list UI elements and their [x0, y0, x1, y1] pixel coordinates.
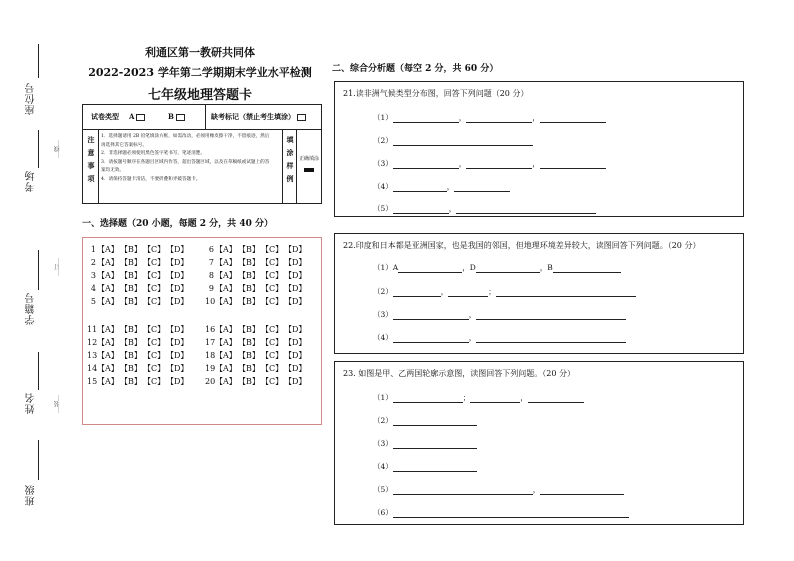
type-a-option[interactable]: A	[129, 112, 145, 121]
choice-11-option-1[interactable]: 【A】	[97, 325, 119, 334]
section2-title: 二、综合分析题（每空 2 分，共 60 分）	[332, 64, 499, 74]
question-21-title: 21.读非洲气候类型分布图，回答下列问题（20 分）	[343, 89, 529, 98]
seat-number-label: 座位号	[26, 82, 37, 115]
q23-answer-1[interactable]: （1） ； ，	[373, 392, 584, 403]
choice-17-option-4[interactable]: 【D】	[284, 338, 307, 347]
choice-11-option-4[interactable]: 【D】	[166, 325, 189, 334]
choice-14-option-1[interactable]: 【A】	[97, 364, 119, 373]
choice-12-option-3[interactable]: 【C】	[143, 338, 166, 347]
type-b-option[interactable]: B	[168, 112, 185, 121]
choice-16-option-1[interactable]: 【A】	[215, 325, 237, 334]
q23-answer-4[interactable]: （4）	[373, 461, 477, 472]
filled-mark-icon	[304, 168, 314, 172]
seal-mark: …线…	[54, 140, 61, 158]
choice-20-option-1[interactable]: 【A】	[215, 377, 237, 386]
choice-19-option-3[interactable]: 【C】	[261, 364, 284, 373]
choice-5-option-2[interactable]: 【B】	[120, 297, 142, 306]
choice-2-option-2[interactable]: 【B】	[120, 258, 142, 267]
choice-19-option-4[interactable]: 【D】	[284, 364, 307, 373]
choice-3-option-2[interactable]: 【B】	[120, 271, 142, 280]
choice-3-option-4[interactable]: 【D】	[166, 271, 189, 280]
choice-15-option-2[interactable]: 【B】	[120, 377, 142, 386]
choice-7-option-1[interactable]: 【A】	[215, 258, 237, 267]
question-number: 4	[90, 284, 96, 293]
question-number: 11	[87, 325, 98, 334]
choice-7-option-2[interactable]: 【B】	[238, 258, 260, 267]
choice-4-option-4[interactable]: 【D】	[166, 284, 189, 293]
choice-12-option-1[interactable]: 【A】	[97, 338, 119, 347]
choice-13-option-3[interactable]: 【C】	[143, 351, 166, 360]
choice-row-6	[205, 244, 307, 255]
choice-9-option-4[interactable]: 【D】	[284, 284, 307, 293]
q21-answer-2[interactable]: （2）	[373, 135, 533, 146]
choice-17-option-1[interactable]: 【A】	[215, 338, 237, 347]
choice-17-option-3[interactable]: 【C】	[261, 338, 284, 347]
fill-example-title: 填涂样例	[286, 135, 294, 183]
choice-6-option-3[interactable]: 【C】	[261, 245, 284, 254]
question-number: 7	[208, 258, 214, 267]
fold-mark: …装…	[54, 395, 61, 413]
choice-9-option-1[interactable]: 【A】	[215, 284, 237, 293]
choice-13-option-2[interactable]: 【B】	[120, 351, 142, 360]
q23-answer-6[interactable]: （6）	[373, 507, 629, 518]
question-number: 16	[205, 325, 216, 334]
exam-title: 2022-2023 学年第二学期期末学业水平检测	[88, 66, 312, 79]
choice-row-11	[87, 324, 189, 335]
question-22-title: 22.印度和日本都是亚洲国家，也是我国的邻国，但地理环境差异较大，读图回答下列问题。（20 分）	[343, 241, 701, 250]
choice-20-option-2[interactable]: 【B】	[238, 377, 260, 386]
choice-6-option-2[interactable]: 【B】	[238, 245, 260, 254]
choice-3-option-3[interactable]: 【C】	[143, 271, 166, 280]
choice-19-option-2[interactable]: 【B】	[238, 364, 260, 373]
choice-18-option-3[interactable]: 【C】	[261, 351, 284, 360]
choice-row-14	[87, 363, 189, 374]
choice-5-option-3[interactable]: 【C】	[143, 297, 166, 306]
question-23-box	[334, 361, 744, 525]
choice-5-option-4[interactable]: 【D】	[166, 297, 189, 306]
student-id-label: 学籍号	[26, 292, 37, 325]
choice-1-option-4[interactable]: 【D】	[166, 245, 189, 254]
choice-8-option-3[interactable]: 【C】	[261, 271, 284, 280]
choice-17-option-2[interactable]: 【B】	[238, 338, 260, 347]
info-box	[82, 104, 322, 204]
choice-15-option-3[interactable]: 【C】	[143, 377, 166, 386]
class-label: 班级	[26, 484, 37, 506]
choice-row-20	[205, 376, 307, 387]
choice-11-option-3[interactable]: 【C】	[143, 325, 166, 334]
question-number: 9	[208, 284, 214, 293]
choice-14-option-3[interactable]: 【C】	[143, 364, 166, 373]
choice-4-option-1[interactable]: 【A】	[97, 284, 119, 293]
question-number: 13	[87, 351, 98, 360]
choice-14-option-4[interactable]: 【D】	[166, 364, 189, 373]
choice-5-option-1[interactable]: 【A】	[97, 297, 119, 306]
choice-12-option-4[interactable]: 【D】	[166, 338, 189, 347]
choice-4-option-3[interactable]: 【C】	[143, 284, 166, 293]
choice-10-option-1[interactable]: 【A】	[215, 297, 237, 306]
choice-18-option-2[interactable]: 【B】	[238, 351, 260, 360]
q23-answer-5[interactable]: （5） ，	[373, 484, 624, 495]
choice-row-15	[87, 376, 189, 387]
choice-row-16	[205, 324, 307, 335]
name-line	[38, 352, 39, 390]
q21-answer-1[interactable]: （1） ， ，	[373, 112, 606, 123]
seat-number-line	[38, 44, 39, 78]
choice-row-18	[205, 350, 307, 361]
question-number: 12	[87, 338, 98, 347]
paper-type-row	[83, 105, 321, 130]
choice-row-1	[87, 244, 189, 255]
choice-13-option-4[interactable]: 【D】	[166, 351, 189, 360]
absent-mark[interactable]: 缺考标记（禁止考生填涂）	[211, 112, 306, 122]
choice-16-option-4[interactable]: 【D】	[284, 325, 307, 334]
choice-1-option-3[interactable]: 【C】	[143, 245, 166, 254]
choice-11-option-2[interactable]: 【B】	[120, 325, 142, 334]
choice-15-option-1[interactable]: 【A】	[97, 377, 119, 386]
class-line	[38, 440, 39, 480]
question-number: 3	[90, 271, 96, 280]
exam-room-line	[38, 130, 39, 168]
question-number: 14	[87, 364, 98, 373]
q23-answer-2[interactable]: （2）	[373, 415, 477, 426]
choice-16-option-3[interactable]: 【C】	[261, 325, 284, 334]
notes-list: 1．选择题请用 2B 铅笔填涂方框，如需改动，必须用橡皮擦干净，不留痕迹，然后再选择其它答案标号。 2．非选择题必须使用黑色签字笔书写，笔迹清楚。 3．请按题号顺序在各题目区域内作答，超出答题区域，以及在草稿纸或试题上的答案均无效。 4．请保持答题卡清洁，不要折叠和弄破答题卡。	[101, 134, 270, 182]
choice-row-7	[205, 257, 307, 268]
student-id-line	[38, 250, 39, 290]
choice-6-option-1[interactable]: 【A】	[215, 245, 237, 254]
choice-2-option-4[interactable]: 【D】	[166, 258, 189, 267]
choice-1-option-2[interactable]: 【B】	[120, 245, 142, 254]
question-number: 17	[205, 338, 216, 347]
question-number: 2	[90, 258, 96, 267]
choice-4-option-2[interactable]: 【B】	[120, 284, 142, 293]
choice-19-option-1[interactable]: 【A】	[215, 364, 237, 373]
name-label: 姓名	[26, 392, 37, 414]
choice-14-option-2[interactable]: 【B】	[120, 364, 142, 373]
choice-row-10	[205, 296, 307, 307]
choice-row-12	[87, 337, 189, 348]
exam-room-label: 考场	[26, 170, 37, 192]
choice-8-option-4[interactable]: 【D】	[284, 271, 307, 280]
question-number: 8	[208, 271, 214, 280]
answer-card-title: 七年级地理答题卡	[147, 88, 252, 103]
choice-7-option-4[interactable]: 【D】	[284, 258, 307, 267]
choice-2-option-1[interactable]: 【A】	[97, 258, 119, 267]
choice-9-option-2[interactable]: 【B】	[238, 284, 260, 293]
type-b-checkbox[interactable]	[176, 114, 185, 121]
choice-10-option-2[interactable]: 【B】	[238, 297, 260, 306]
multiple-choice-area	[82, 237, 322, 425]
choice-row-3	[87, 270, 189, 281]
choice-row-8	[205, 270, 307, 281]
question-21-box	[334, 81, 744, 217]
choice-row-13	[87, 350, 189, 361]
q22-answer-1[interactable]: （1）A ，D ，B	[373, 262, 621, 273]
choice-18-option-1[interactable]: 【A】	[215, 351, 237, 360]
question-number: 6	[208, 245, 214, 254]
choice-20-option-3[interactable]: 【C】	[261, 377, 284, 386]
school-title: 利通区第一教研共同体	[145, 46, 255, 59]
binding-mark: …订…	[54, 258, 61, 276]
absent-checkbox[interactable]	[297, 114, 306, 121]
choice-9-option-3[interactable]: 【C】	[261, 284, 284, 293]
choice-2-option-3[interactable]: 【C】	[143, 258, 166, 267]
correct-fill-example: 正确填涂	[297, 155, 321, 172]
choice-8-option-2[interactable]: 【B】	[238, 271, 260, 280]
choice-15-option-4[interactable]: 【D】	[166, 377, 189, 386]
choice-row-5	[87, 296, 189, 307]
choice-1-option-1[interactable]: 【A】	[97, 245, 119, 254]
question-number: 10	[205, 297, 216, 306]
q21-answer-3[interactable]: （3） ， ，	[373, 158, 606, 169]
question-number: 18	[205, 351, 216, 360]
choice-3-option-1[interactable]: 【A】	[97, 271, 119, 280]
choice-row-2	[87, 257, 189, 268]
choice-6-option-4[interactable]: 【D】	[284, 245, 307, 254]
notes-title: 注意事项	[87, 135, 95, 183]
q21-answer-4[interactable]: （4） ，	[373, 181, 510, 192]
choice-18-option-4[interactable]: 【D】	[284, 351, 307, 360]
choice-row-9	[205, 283, 307, 294]
question-number: 15	[87, 377, 98, 386]
choice-16-option-2[interactable]: 【B】	[238, 325, 260, 334]
choice-10-option-4[interactable]: 【D】	[284, 297, 307, 306]
question-number: 20	[205, 377, 216, 386]
q22-answer-2[interactable]: （2） ， ；	[373, 286, 636, 297]
q23-answer-3[interactable]: （3）	[373, 438, 477, 449]
section1-title: 一、选择题（20 小题，每题 2 分，共 40 分）	[82, 219, 273, 229]
question-number: 19	[205, 364, 216, 373]
q21-answer-5[interactable]: （5） ，	[373, 203, 596, 214]
q22-answer-4[interactable]: （4） ，	[373, 332, 626, 343]
choice-8-option-1[interactable]: 【A】	[215, 271, 237, 280]
question-23-title: 23. 如图是甲、乙两国轮廓示意图，读图回答下列问题。（20 分）	[343, 369, 575, 378]
paper-type-label: 试卷类型	[91, 112, 119, 121]
choice-7-option-3[interactable]: 【C】	[261, 258, 284, 267]
choice-12-option-2[interactable]: 【B】	[120, 338, 142, 347]
question-number: 5	[90, 297, 96, 306]
question-number: 1	[90, 245, 96, 254]
choice-row-17	[205, 337, 307, 348]
choice-row-19	[205, 363, 307, 374]
choice-10-option-3[interactable]: 【C】	[261, 297, 284, 306]
question-22-box	[334, 233, 744, 354]
type-a-checkbox[interactable]	[136, 114, 145, 121]
choice-13-option-1[interactable]: 【A】	[97, 351, 119, 360]
choice-row-4	[87, 283, 189, 294]
q22-answer-3[interactable]: （3） ，	[373, 309, 626, 320]
choice-20-option-4[interactable]: 【D】	[284, 377, 307, 386]
